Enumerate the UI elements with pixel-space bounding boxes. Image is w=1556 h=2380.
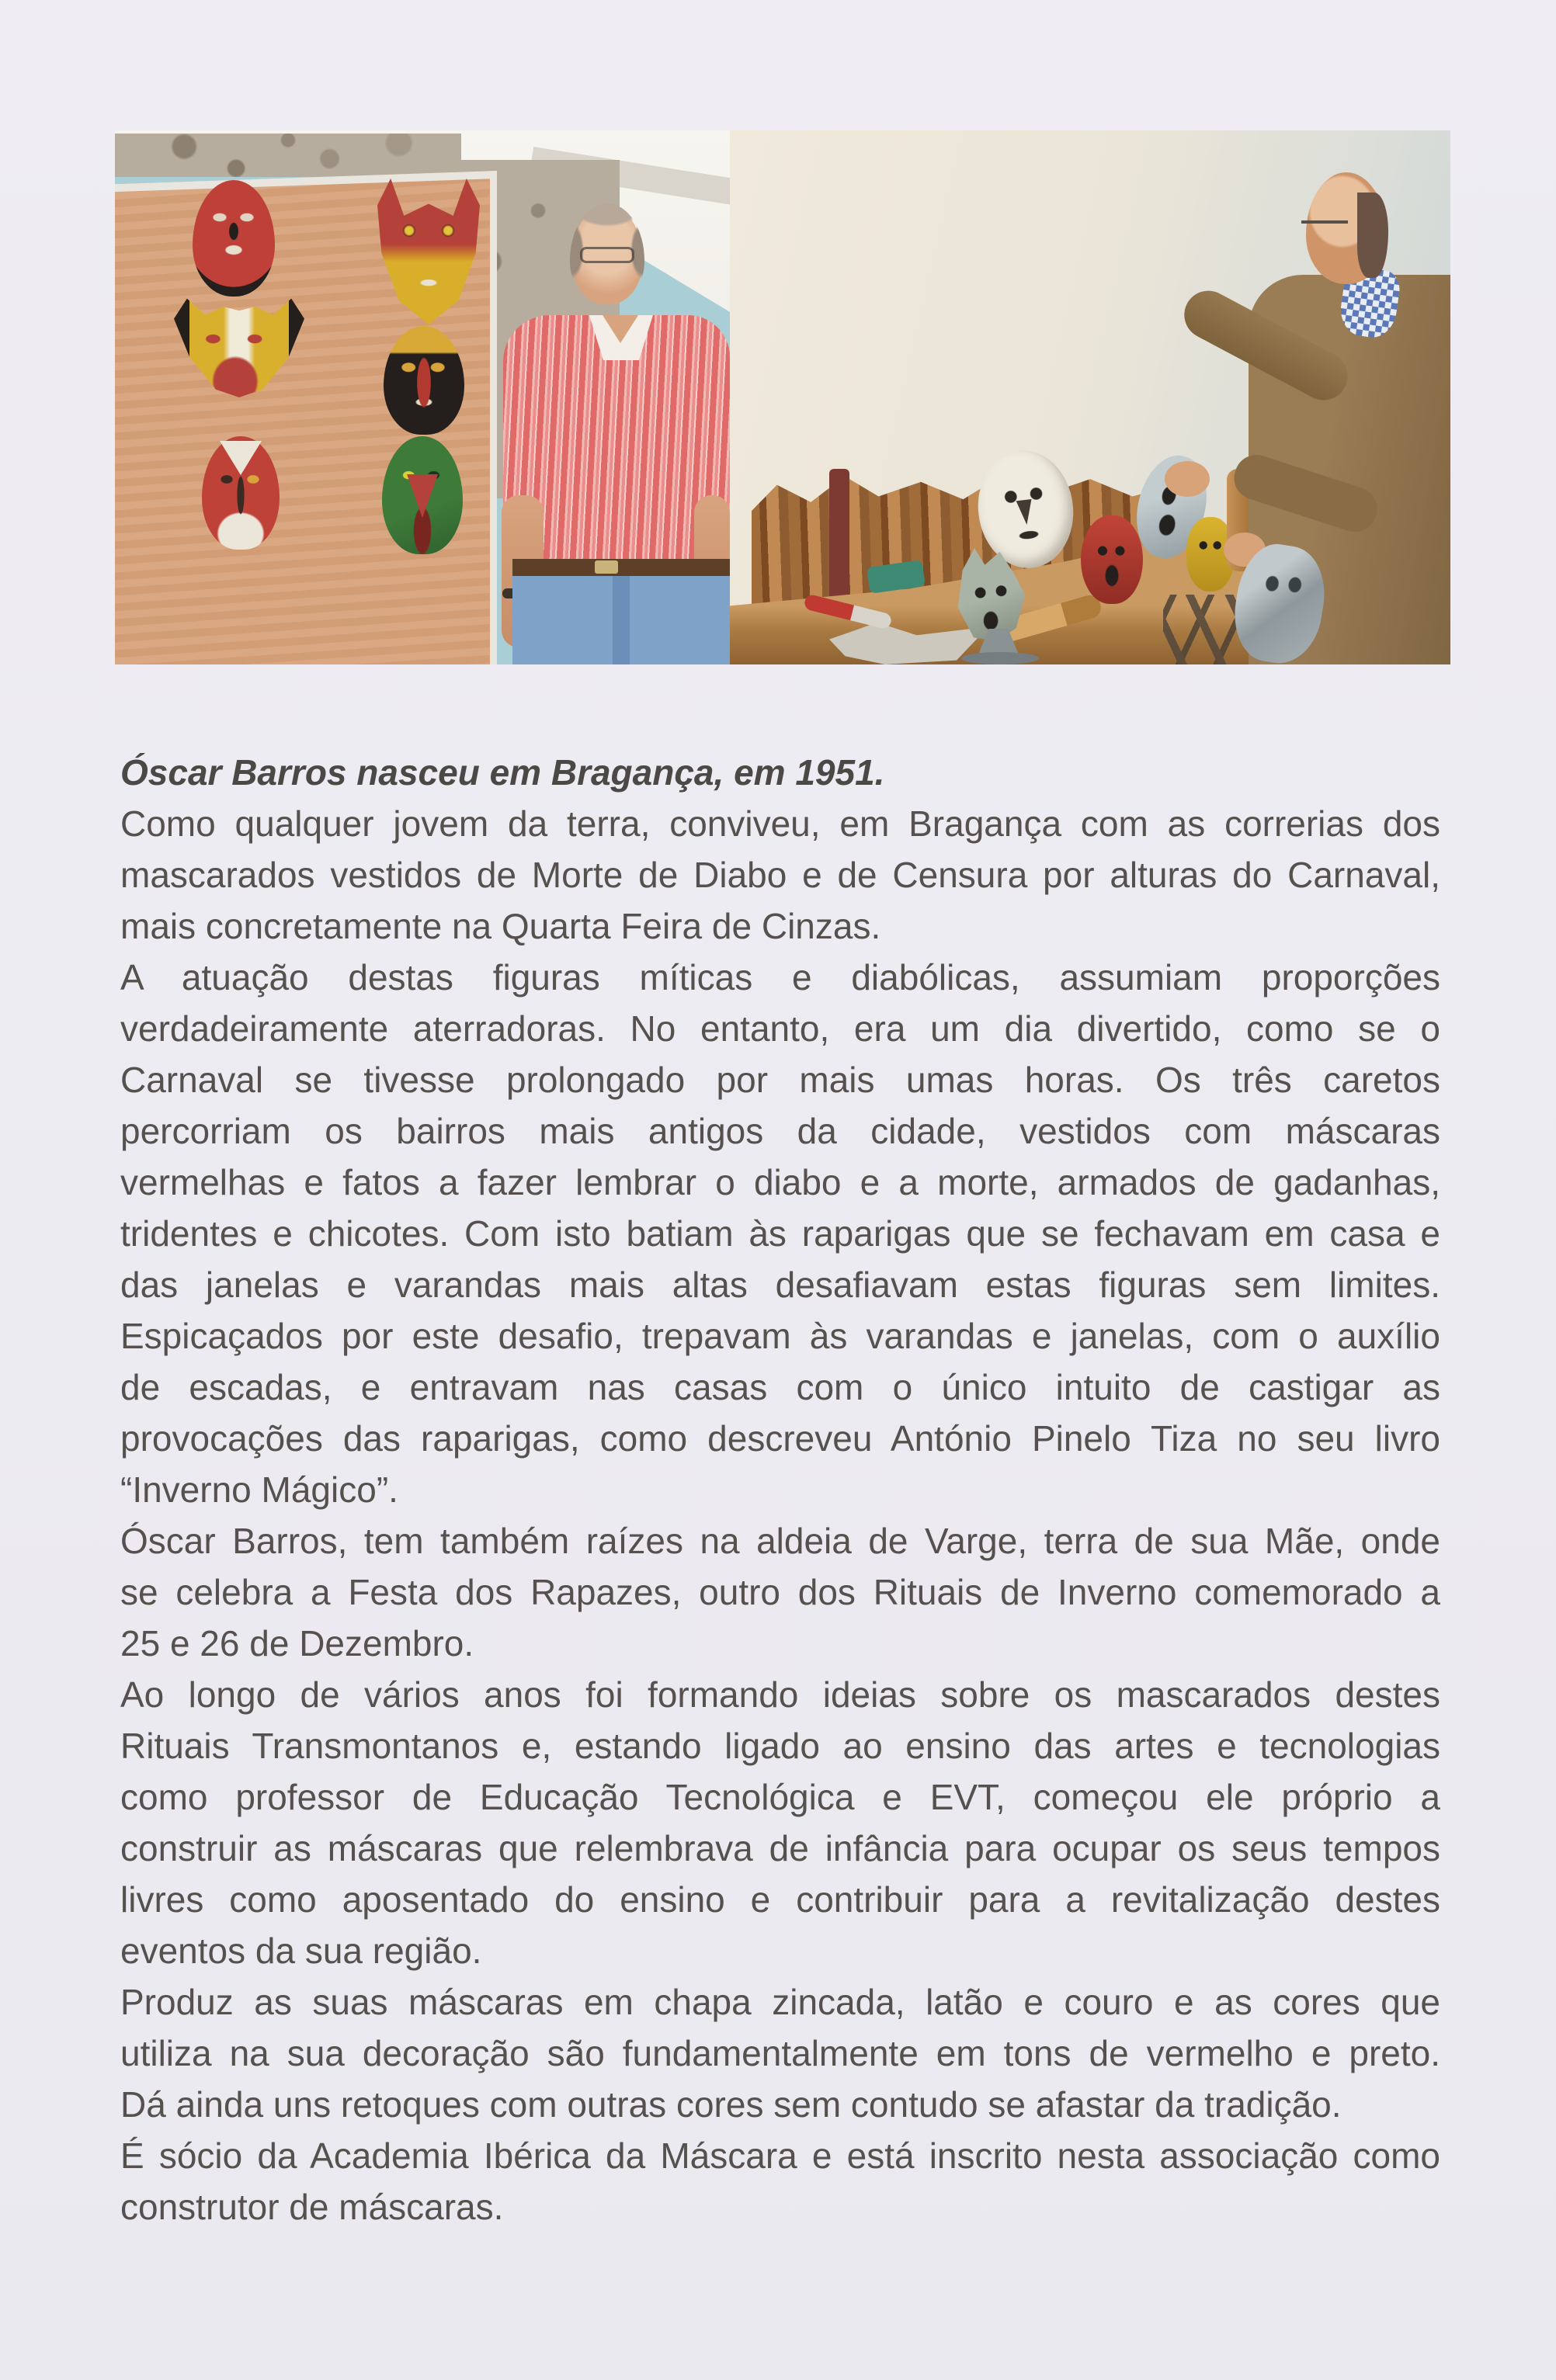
text-line: “Inverno Mágico”. — [120, 1469, 398, 1510]
photo-oscar-barros — [115, 130, 1450, 664]
text-line: provocações das raparigas, como descreveu António Pinelo Tiza no seu livro — [120, 1418, 1440, 1459]
text-line: das janelas e varandas mais altas desafiavam estas figuras sem limites. — [120, 1265, 1440, 1305]
text-line: de escadas, e entravam nas casas com o único intuito de castigar as — [120, 1367, 1440, 1407]
photo-right-workbench — [730, 130, 1450, 664]
mask-black-yellow-scalp — [384, 326, 464, 435]
text-line: eventos da sua região. — [120, 1931, 482, 1971]
text-line: Produz as suas máscaras em chapa zincada, latão e couro e as cores que — [120, 1982, 1440, 2022]
text-line: Rituais Transmontanos e, estando ligado ao ensino das artes e tecnologias — [120, 1726, 1440, 1766]
text-line: como professor de Educação Tecnológica e EVT, começou ele próprio a — [120, 1777, 1440, 1817]
text-line: construtor de máscaras. — [120, 2187, 504, 2227]
text-line: se celebra a Festa dos Rapazes, outro dos Rituais de Inverno comemorado a — [120, 1572, 1440, 1612]
text-line: tridentes e chicotes. Com isto batiam às raparigas que se fechavam em casa e — [120, 1213, 1440, 1254]
photo-left-mask-wall — [115, 130, 730, 664]
text-line: Dá ainda uns retoques com outras cores sem contudo se afastar da tradição. — [120, 2084, 1342, 2125]
paragraph-6 — [120, 2130, 1440, 2233]
mask-red-white-triangle — [202, 436, 280, 550]
jeans — [512, 576, 730, 664]
document-text — [120, 747, 1440, 2233]
text-line: mais concretamente na Quarta Feira de Cinzas. — [120, 906, 881, 946]
text-line: mascarados vestidos de Morte de Diabo e de Censura por alturas do Carnaval, — [120, 855, 1440, 895]
mask-green-red-nose — [382, 436, 463, 554]
text-line: vermelhas e fatos a fazer lembrar o diabo e a morte, armados de gadanhas, — [120, 1162, 1440, 1202]
paragraph-5 — [120, 1976, 1440, 2130]
paragraph-3 — [120, 1515, 1440, 1669]
text-line: Ao longo de vários anos foi formando ideias sobre os mascarados destes — [120, 1674, 1440, 1715]
text-line: Espicaçados por este desafio, trepavam às varandas e janelas, com o auxílio — [120, 1316, 1440, 1356]
paragraph-2 — [120, 952, 1440, 1515]
paragraph-1 — [120, 798, 1440, 952]
text-line: Óscar Barros nasceu em Bragança, em 1951. — [120, 752, 885, 793]
document-heading — [120, 747, 1440, 798]
belt — [512, 559, 730, 576]
text-line: Óscar Barros, tem também raízes na aldeia de Varge, terra de sua Mãe, onde — [120, 1521, 1440, 1561]
text-line: Como qualquer jovem da terra, conviveu, em Bragança com as correrias dos — [120, 803, 1440, 844]
text-line: 25 e 26 de Dezembro. — [120, 1623, 474, 1664]
text-line: percorriam os bairros mais antigos da cidade, vestidos com máscaras — [120, 1111, 1440, 1151]
red-metal-mask — [1081, 515, 1143, 604]
text-line: É sócio da Academia Ibérica da Máscara e está inscrito nesta associação como — [120, 2135, 1440, 2176]
craftsman-hand — [1165, 461, 1210, 497]
man-head — [571, 205, 643, 304]
text-line: livres como aposentado do ensino e contribuir para a revitalização destes — [120, 1879, 1440, 1920]
text-line: verdadeiramente aterradoras. No entanto, era um dia divertido, como se o — [120, 1008, 1440, 1049]
text-line: utiliza na sua decoração são fundamentalmente em tons de vermelho e preto. — [120, 2033, 1440, 2073]
text-line: Carnaval se tivesse prolongado por mais umas horas. Os três caretos — [120, 1060, 1440, 1100]
maroon-handle — [829, 469, 849, 596]
text-line: A atuação destas figuras míticas e diabólicas, assumiam proporções — [120, 957, 1440, 997]
paragraph-4 — [120, 1669, 1440, 1976]
craftsman-head — [1306, 172, 1387, 284]
mask-stand-base — [961, 652, 1039, 664]
text-line: construir as máscaras que relembrava de infância para ocupar os seus tempos — [120, 1828, 1440, 1868]
stone-wall-top — [115, 134, 461, 177]
belt-buckle — [595, 560, 618, 574]
